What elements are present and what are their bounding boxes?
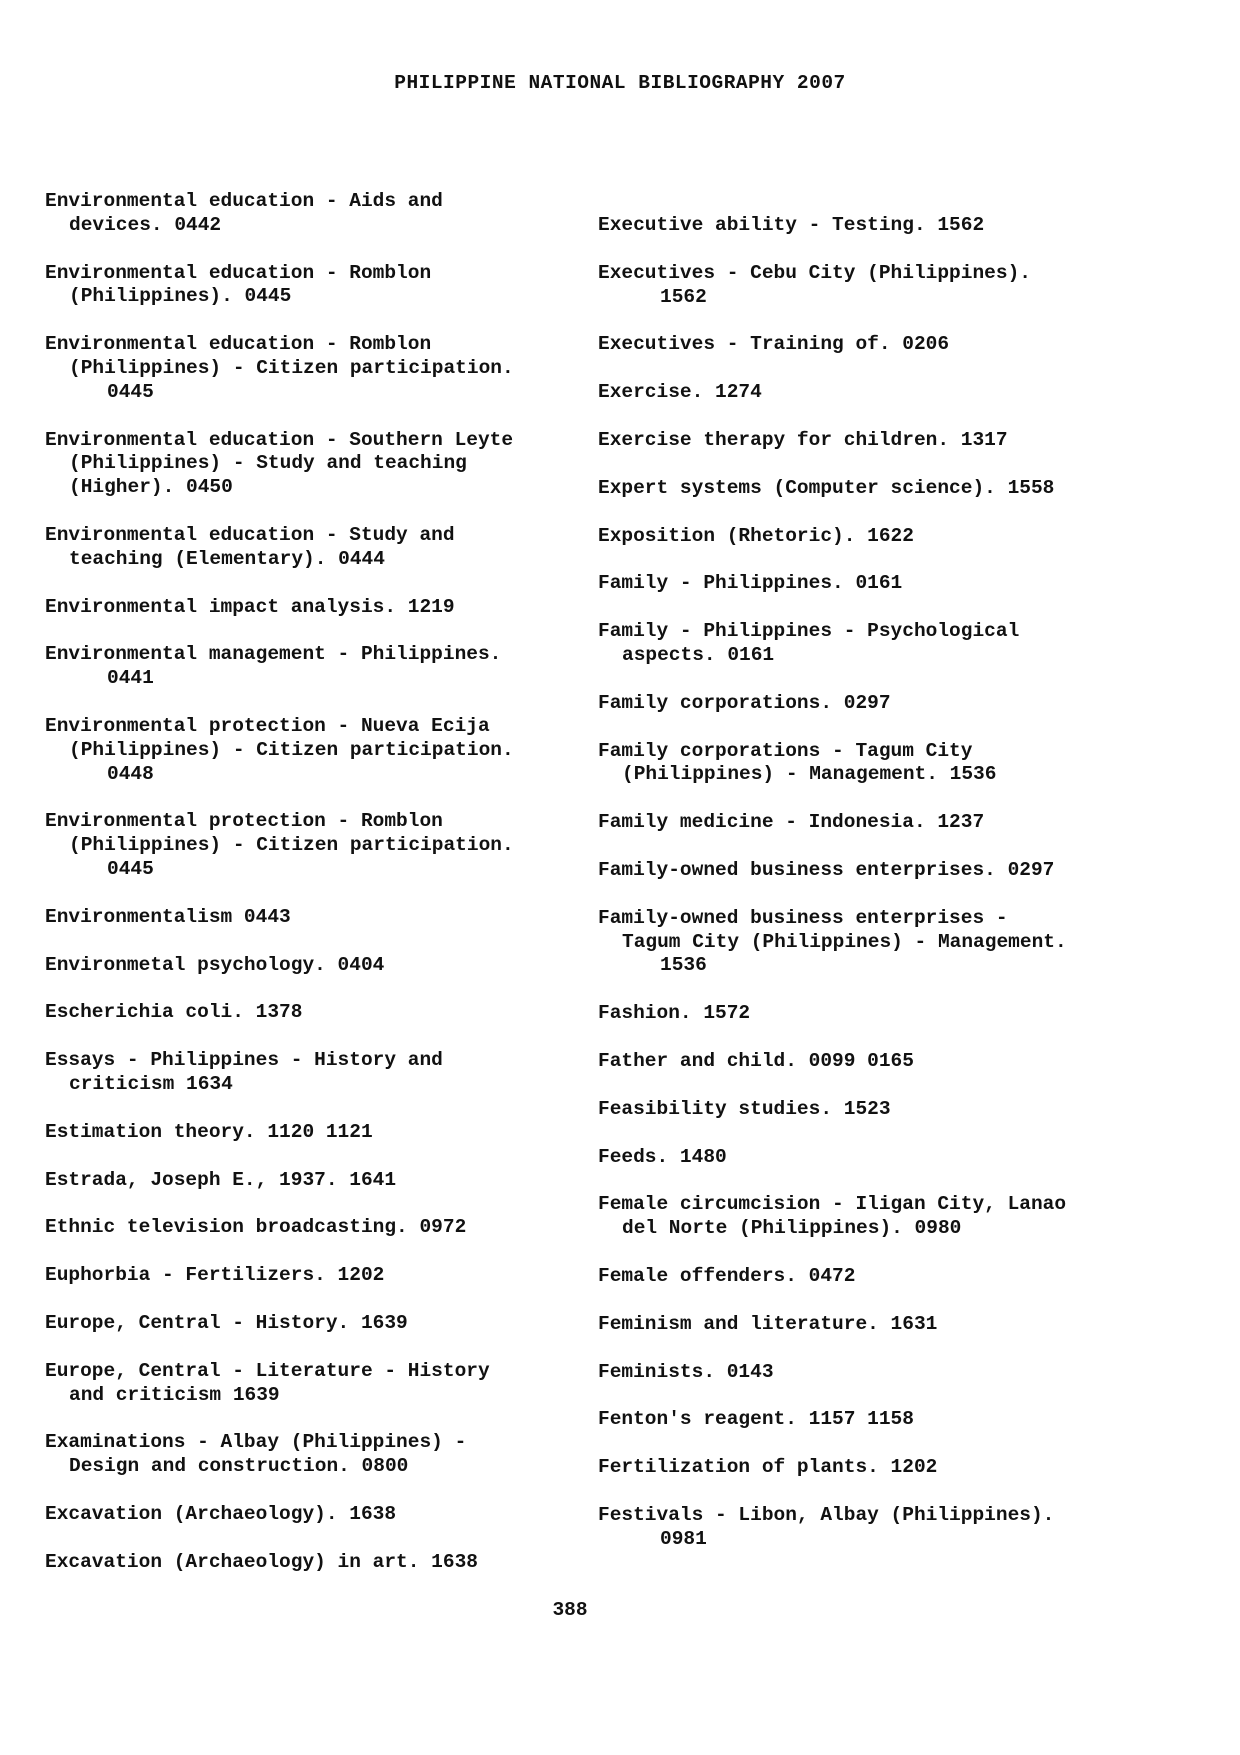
entry-line: Female offenders. 0472 [598,1264,856,1287]
index-entry [598,1002,1198,1026]
index-entry [598,907,1198,978]
index-entry [45,1312,565,1336]
entry-line: Feasibility studies. 1523 [598,1097,891,1120]
index-entry [598,692,1198,716]
entry-line: del Norte (Philippines). 0980 [622,1217,962,1240]
index-entry [598,1456,1198,1480]
entry-line: 1536 [660,954,707,977]
index-entry [598,477,1198,501]
index-entry [45,906,565,930]
entry-line: Environmetal psychology. 0404 [45,953,385,976]
entry-line: Family medicine - Indonesia. 1237 [598,811,985,834]
index-entry [598,740,1198,788]
entry-line: Excavation (Archaeology) in art. 1638 [45,1550,478,1573]
index-entry [598,620,1198,668]
entry-line: Exercise therapy for children. 1317 [598,428,1008,451]
entry-line: Fashion. 1572 [598,1002,751,1025]
entry-line: Environmental education - Southern Leyte [45,428,514,451]
index-entry [45,1431,565,1479]
entry-line: Executive ability - Testing. 1562 [598,214,985,236]
index-entry [598,811,1198,835]
index-entry [598,1504,1198,1552]
right-column [598,214,1198,1576]
entry-line: Europe, Central - Literature - History [45,1359,490,1382]
entry-line: Environmental education - Romblon [45,261,432,284]
entry-line: aspects. 0161 [622,643,775,666]
index-entry [45,1001,565,1025]
index-entry [598,429,1198,453]
index-entry [598,572,1198,596]
entry-line: Family - Philippines - Psychological [598,620,1020,643]
entry-line: Environmental education - Study and [45,523,455,546]
index-entry [598,1193,1198,1241]
index-entry [45,596,565,620]
entry-line: Female circumcision - Iligan City, Lanao [598,1193,1067,1216]
entry-line: Feminists. 0143 [598,1360,774,1383]
index-entry [45,333,565,404]
entry-line: Expert systems (Computer science). 1558 [598,476,1055,499]
entry-line: Fenton's reagent. 1157 1158 [598,1408,914,1431]
index-entry [598,1361,1198,1385]
index-entry [45,429,565,500]
entry-line: Family - Philippines. 0161 [598,572,903,595]
index-entry [45,1216,565,1240]
entry-line: Feminism and literature. 1631 [598,1312,938,1335]
index-entry [45,810,565,881]
index-entry [45,1121,565,1145]
index-entry [598,1098,1198,1122]
index-entry [598,525,1198,549]
entry-line: (Philippines) - Management. 1536 [622,763,997,786]
entry-line: Environmental education - Romblon [45,333,432,356]
entry-line: Family corporations - Tagum City [598,739,973,762]
index-entry [45,954,565,978]
index-entry [45,262,565,310]
index-entry [45,190,565,238]
entry-line: Environmental education - Aids and [45,190,443,212]
entry-line: (Philippines) - Citizen participation. [69,356,514,379]
entry-line: Festivals - Libon, Albay (Philippines). [598,1503,1055,1526]
index-entry [598,214,1198,238]
index-entry [45,1169,565,1193]
entry-line: Euphorbia - Fertilizers. 1202 [45,1264,385,1287]
entry-line: Estrada, Joseph E., 1937. 1641 [45,1168,397,1191]
entry-line: Exposition (Rhetoric). 1622 [598,524,914,547]
entry-line: Examinations - Albay (Philippines) - [45,1431,467,1454]
entry-line: Environmental protection - Nueva Ecija [45,714,490,737]
index-entry [598,1146,1198,1170]
index-entry [598,381,1198,405]
entry-line: Environmental impact analysis. 1219 [45,595,455,618]
entry-line: 0445 [107,857,154,880]
index-entry [598,333,1198,357]
entry-line: Europe, Central - History. 1639 [45,1311,408,1334]
entry-line: Environmentalism 0443 [45,905,291,928]
index-entry [45,715,565,786]
entry-line: Excavation (Archaeology). 1638 [45,1502,397,1525]
entry-line: 0981 [660,1527,707,1550]
entry-line: 0445 [107,380,154,403]
entry-line: Family-owned business enterprises - [598,906,1008,929]
entry-line: Ethnic television broadcasting. 0972 [45,1216,467,1239]
entry-line: (Higher). 0450 [69,476,233,499]
index-entry [45,1360,565,1408]
page-title: PHILIPPINE NATIONAL BIBLIOGRAPHY 2007 [394,72,846,94]
left-column [45,190,565,1598]
entry-line: Tagum City (Philippines) - Management. [622,930,1067,953]
index-entry [598,1050,1198,1074]
entry-line: Father and child. 0099 0165 [598,1049,914,1072]
entry-line: Escherichia coli. 1378 [45,1001,303,1024]
index-entry [45,643,565,691]
entry-line: Feeds. 1480 [598,1145,727,1168]
entry-line: (Philippines) - Study and teaching [69,452,467,475]
entry-line: Estimation theory. 1120 1121 [45,1120,373,1143]
page-number: 388 [552,1599,588,1621]
index-entry [598,1313,1198,1337]
entry-line: Family corporations. 0297 [598,691,891,714]
entry-line: Fertilization of plants. 1202 [598,1456,938,1479]
index-entry [598,1265,1198,1289]
index-entry [45,1551,565,1575]
index-entry [598,859,1198,883]
index-entry [45,1503,565,1527]
entry-line: Executives - Cebu City (Philippines). [598,261,1031,284]
entry-line: Essays - Philippines - History and [45,1049,443,1072]
entry-line: Environmental management - Philippines. [45,643,502,666]
entry-line: teaching (Elementary). 0444 [69,547,385,570]
entry-line: Environmental protection - Romblon [45,810,443,833]
index-entry [45,1049,565,1097]
entry-line: (Philippines) - Citizen participation. [69,834,514,857]
entry-line: and criticism 1639 [69,1383,280,1406]
entry-line: (Philippines). 0445 [69,285,292,308]
index-entry [45,1264,565,1288]
entry-line: 0448 [107,762,154,785]
entry-line: criticism 1634 [69,1072,233,1095]
entry-line: Exercise. 1274 [598,381,762,404]
entry-line: Design and construction. 0800 [69,1455,409,1478]
index-entry [598,1408,1198,1432]
entry-line: 0441 [107,667,154,690]
entry-line: devices. 0442 [69,213,222,236]
entry-line: Executives - Training of. 0206 [598,333,950,356]
index-entry [45,524,565,572]
entry-line: Family-owned business enterprises. 0297 [598,858,1055,881]
entry-line: 1562 [660,285,707,308]
entry-line: (Philippines) - Citizen participation. [69,738,514,761]
index-entry [598,262,1198,310]
